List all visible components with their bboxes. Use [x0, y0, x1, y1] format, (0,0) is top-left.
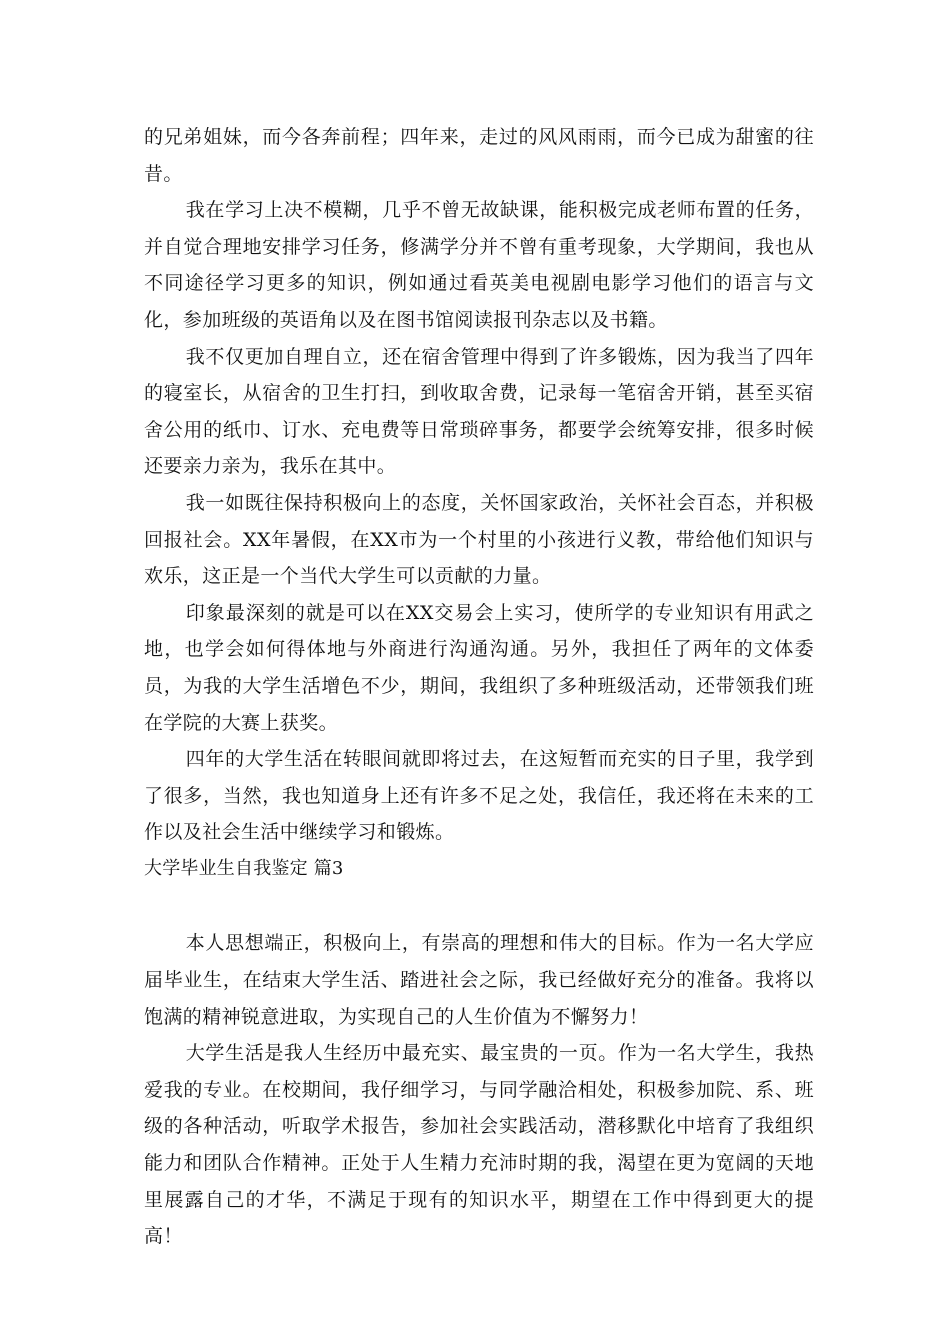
paragraph-study: 我在学习上决不模糊，几乎不曾无故缺课，能积极完成老师布置的任务，并自觉合理地安排学习任务，修满学分并不曾有重考现象，大学期间，我也从不同途径学习更多的知识，例如通过看英美电视剧电影学习他们的语言与文化，参加班级的英语角以及在图书馆阅读报刊杂志以及书籍。 [144, 199, 814, 331]
section-heading: 大学毕业生自我鉴定 篇3 [144, 857, 344, 879]
paragraph-summary: 四年的大学生活在转眼间就即将过去，在这短暂而充实的日子里，我学到了很多，当然，我也知道身上还有许多不足之处，我信任，我还将在未来的工作以及社会生活中继续学习和锻炼。 [144, 748, 814, 844]
paragraph-continuation: 的兄弟姐妹，而今各奔前程；四年来，走过的风风雨雨，而今已成为甜蜜的往昔。 [144, 126, 814, 185]
paragraph-dormitory: 我不仅更加自理自立，还在宿舍管理中得到了许多锻炼，因为我当了四年的寝室长，从宿舍的卫生打扫，到收取舍费，记录每一笔宿舍开销，甚至买宿舍公用的纸巾、订水、充电费等日常琐碎事务，都要学会统筹安排，很多时候还要亲力亲为，我乐在其中。 [144, 345, 814, 478]
document-body [144, 119, 814, 1255]
section-spacer [144, 887, 814, 925]
paragraph-thoughts: 本人思想端正，积极向上，有崇高的理想和伟大的目标。作为一名大学应届毕业生，在结束大学生活、踏进社会之际，我已经做好充分的准备。我将以饱满的精神锐意进取，为实现自己的人生价值为不懈努力！ [144, 932, 814, 1028]
paragraph-society: 我一如既往保持积极向上的态度，关怀国家政治，关怀社会百态，并积极回报社会。XX年暑假，在XX市为一个村里的小孩进行义教，带给他们知识与欢乐，这正是一个当代大学生可以贡献的力量。 [144, 491, 814, 588]
paragraph-university-life: 大学生活是我人生经历中最充实、最宝贵的一页。作为一名大学生，我热爱我的专业。在校期间，我仔细学习，与同学融洽相处，积极参加院、系、班级的各种活动，听取学术报告，参加社会实践活动，潜移默化中培育了我组织能力和团队合作精神。正处于人生精力充沛时期的我，渴望在更为宽阔的天地里展露自己的才华，不满足于现有的知识水平，期望在工作中得到更大的提高！ [144, 1042, 814, 1248]
paragraph-internship: 印象最深刻的就是可以在XX交易会上实习，使所学的专业知识有用武之地，也学会如何得体地与外商进行沟通沟通。另外，我担任了两年的文体委员，为我的大学生活增色不少，期间，我组织了多种班级活动，还带领我们班在学院的大赛上获奖。 [144, 601, 814, 734]
